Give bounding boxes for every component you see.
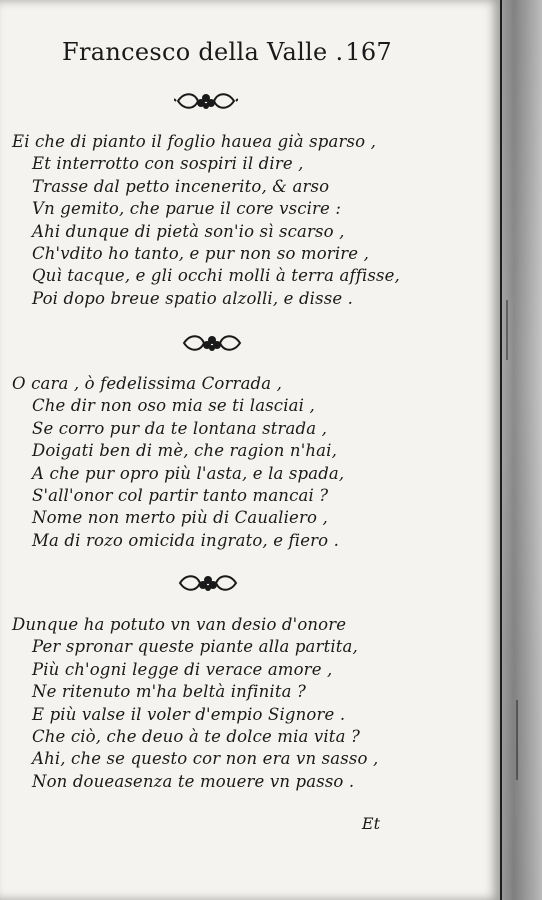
stanza-2 <box>12 373 472 552</box>
catchword: Et <box>361 814 380 833</box>
verse-line: Che dir non oso mia se ti lasciai , <box>32 396 315 416</box>
verse-line: Che ciò, che deuo à te dolce mia vita ? <box>32 727 360 747</box>
stanza-3 <box>12 614 472 793</box>
verse-line: Non doueasenza te mouere vn passo . <box>32 771 355 791</box>
verse-line: Ahi dunque di pietà son'io sì scarso , <box>32 221 345 241</box>
fleuron-ornament-icon <box>174 90 238 112</box>
verse-line: Poi dopo breue spatio alzolli, e disse . <box>32 288 354 308</box>
verse-line: Vn gemito, che parue il core vscire : <box>32 199 342 219</box>
verse-line: Trasse dal petto incenerito, & arso <box>32 176 330 196</box>
verse-line: Ei che di pianto il foglio hauea già sparso , <box>12 132 377 151</box>
verse-line: Nome non merto più di Caualiero , <box>32 508 328 528</box>
verse-line: Et interrotto con sospiri il dire , <box>32 154 304 174</box>
verse-line: Ahi, che se questo cor non era vn sasso , <box>32 749 379 769</box>
verse-line: Ne ritenuto m'ha beltà infinita ? <box>32 682 306 702</box>
verse-line: Ma di rozo omicida ingrato, e fiero . <box>32 530 340 550</box>
verse-line: Per spronar queste piante alla partita, <box>32 637 358 657</box>
verse-line: O cara , ò fedelissima Corrada , <box>12 374 283 393</box>
running-head <box>62 38 392 66</box>
verse-line: Se corro pur da te lontana strada , <box>32 418 328 438</box>
verse-line: Quì tacque, e gli occhi molli à terra affisse, <box>32 266 400 286</box>
fleuron-ornament-icon <box>176 572 240 594</box>
verse-line: S'all'onor col partir tanto mancai ? <box>32 486 329 506</box>
running-title: Francesco della Valle . <box>62 38 344 66</box>
page-number: 167 <box>345 38 392 66</box>
verse-line: A che pur opro più l'asta, e la spada, <box>32 463 345 483</box>
verse-line: E più valse il voler d'empio Signore . <box>32 704 346 724</box>
verse-line: Dunque ha potuto vn van desio d'onore <box>12 615 347 634</box>
fleuron-ornament-icon <box>180 332 244 354</box>
verse-line: Più ch'ogni legge di verace amore , <box>32 659 333 679</box>
verse-line: Ch'vdito ho tanto, e pur non so morire , <box>32 244 370 264</box>
stanza-1 <box>12 131 472 310</box>
verse-line: Doigati ben di mè, che ragion n'hai, <box>32 441 337 461</box>
